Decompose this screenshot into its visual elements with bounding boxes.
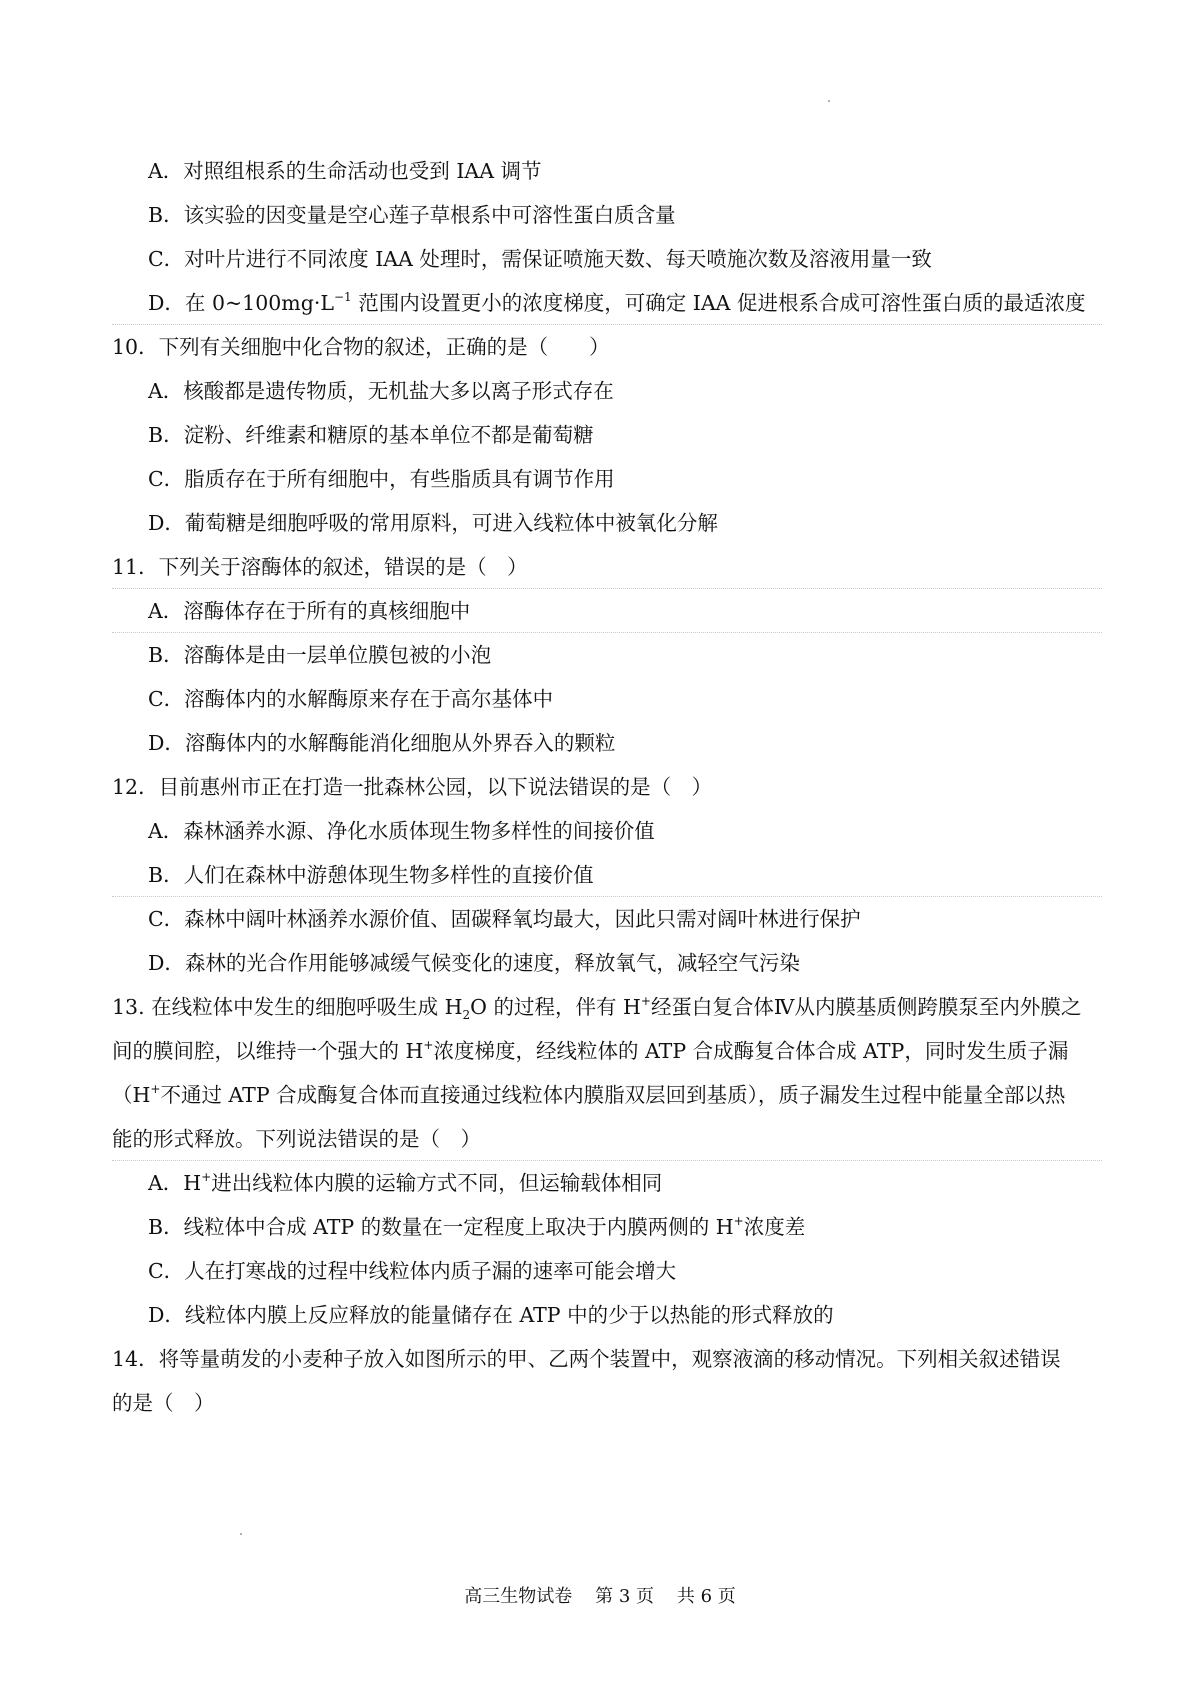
footer-page-number: 第 3 页	[595, 1586, 654, 1607]
q10-option-a: A．核酸都是遗传物质，无机盐大多以离子形式存在	[148, 379, 614, 403]
q13-text: 13. 在线粒体中发生的细胞呼吸生成 H	[112, 995, 463, 1019]
divider	[112, 324, 1102, 325]
footer-subject: 高三生物试卷	[464, 1586, 573, 1607]
q13-option-a	[148, 1168, 662, 1198]
q13-stem-line-2	[112, 1036, 1068, 1066]
q13-text: O 的过程，伴有 H	[470, 995, 641, 1019]
q12-option-a: A．森林涵养水源、净化水质体现生物多样性的间接价值	[148, 819, 655, 843]
q11-option-c: C．溶酶体内的水解酶原来存在于高尔基体中	[148, 687, 554, 711]
q13-text: （H	[112, 1083, 151, 1107]
scan-speck	[828, 100, 830, 102]
q11-option-d: D．溶酶体内的水解酶能消化细胞从外界吞入的颗粒	[148, 731, 616, 755]
q9-option-b: B．该实验的因变量是空心莲子草根系中可溶性蛋白质含量	[148, 203, 676, 227]
q13-text: 经蛋白复合体Ⅳ从内膜基质侧跨膜泵至内外膜之	[650, 995, 1082, 1019]
divider	[112, 1160, 1102, 1161]
q13-option-a-post: 进出线粒体内膜的运输方式不同，但运输载体相同	[211, 1171, 663, 1195]
scan-speck	[240, 1533, 242, 1535]
q13-superscript: +	[201, 1170, 212, 1185]
q12-option-d: D．森林的光合作用能够减缓气候变化的速度，释放氧气，减轻空气污染	[148, 951, 800, 975]
q13-text: 浓度梯度，经线粒体的 ATP 合成酶复合体合成 ATP，同时发生质子漏	[433, 1039, 1069, 1063]
q10-stem: 10．下列有关细胞中化合物的叙述，正确的是（ ）	[112, 335, 610, 359]
q9-option-c: C．对叶片进行不同浓度 IAA 处理时，需保证喷施天数、每天喷施次数及溶液用量一致	[148, 247, 932, 271]
q13-superscript: +	[733, 1214, 744, 1229]
q10-option-c: C．脂质存在于所有细胞中，有些脂质具有调节作用	[148, 467, 615, 491]
q13-option-d: D．线粒体内膜上反应释放的能量储存在 ATP 中的少于以热能的形式释放的	[148, 1303, 834, 1327]
q13-text: 间的膜间腔，以维持一个强大的 H	[112, 1039, 424, 1063]
q13-option-b	[148, 1212, 805, 1242]
q9-option-a: A．对照组根系的生命活动也受到 IAA 调节	[148, 159, 542, 183]
divider	[112, 588, 1102, 589]
q13-option-b-pre: B．线粒体中合成 ATP 的数量在一定程度上取决于内膜两侧的 H	[148, 1215, 734, 1239]
q13-stem-line-4: 能的形式释放。下列说法错误的是（ ）	[112, 1127, 481, 1151]
q13-text: 不通过 ATP 合成酶复合体而直接通过线粒体内膜脂双层回到基质），质子漏发生过程中能量全部以热	[160, 1083, 1066, 1107]
page-footer	[0, 1584, 1200, 1610]
q13-stem-line-3	[112, 1080, 1065, 1110]
q12-option-b: B．人们在森林中游憩体现生物多样性的直接价值	[148, 863, 594, 887]
divider	[112, 632, 1102, 633]
q13-superscript: +	[150, 1082, 161, 1097]
q11-option-a: A．溶酶体存在于所有的真核细胞中	[148, 599, 471, 623]
q14-stem-line-2: 的是（ ）	[112, 1391, 215, 1415]
divider	[112, 896, 1102, 897]
q10-option-d: D．葡萄糖是细胞呼吸的常用原料，可进入线粒体中被氧化分解	[148, 511, 718, 535]
footer-total-pages: 共 6 页	[676, 1586, 736, 1607]
q13-option-a-pre: A．H	[148, 1171, 202, 1195]
q11-option-b: B．溶酶体是由一层单位膜包被的小泡	[148, 643, 492, 667]
q10-option-b: B．淀粉、纤维素和糖原的基本单位不都是葡萄糖	[148, 423, 594, 447]
q11-stem: 11．下列关于溶酶体的叙述，错误的是（ ）	[112, 555, 528, 579]
q9-option-d-post: 范围内设置更小的浓度梯度，可确定 IAA 促进根系合成可溶性蛋白质的最适浓度	[351, 291, 1086, 315]
q9-option-d	[148, 288, 1085, 318]
q13-option-b-post: 浓度差	[743, 1215, 806, 1239]
q12-option-c: C．森林中阔叶林涵养水源价值、固碳释氧均最大，因此只需对阔叶林进行保护	[148, 907, 861, 931]
q13-stem-line-1	[112, 992, 1081, 1022]
q14-stem-line-1: 14．将等量萌发的小麦种子放入如图所示的甲、乙两个装置中，观察液滴的移动情况。下列相关叙述错误	[112, 1347, 1061, 1371]
q13-subscript: 2	[462, 1008, 471, 1023]
q9-option-d-pre: D．在 0~100mg·L	[148, 291, 334, 315]
q13-option-c: C．人在打寒战的过程中线粒体内质子漏的速率可能会增大	[148, 1259, 677, 1283]
q13-superscript: +	[423, 1038, 434, 1053]
q13-superscript: +	[640, 994, 651, 1009]
q9-option-d-exponent: −1	[334, 290, 352, 305]
q12-stem: 12．目前惠州市正在打造一批森林公园，以下说法错误的是（ ）	[112, 775, 713, 799]
